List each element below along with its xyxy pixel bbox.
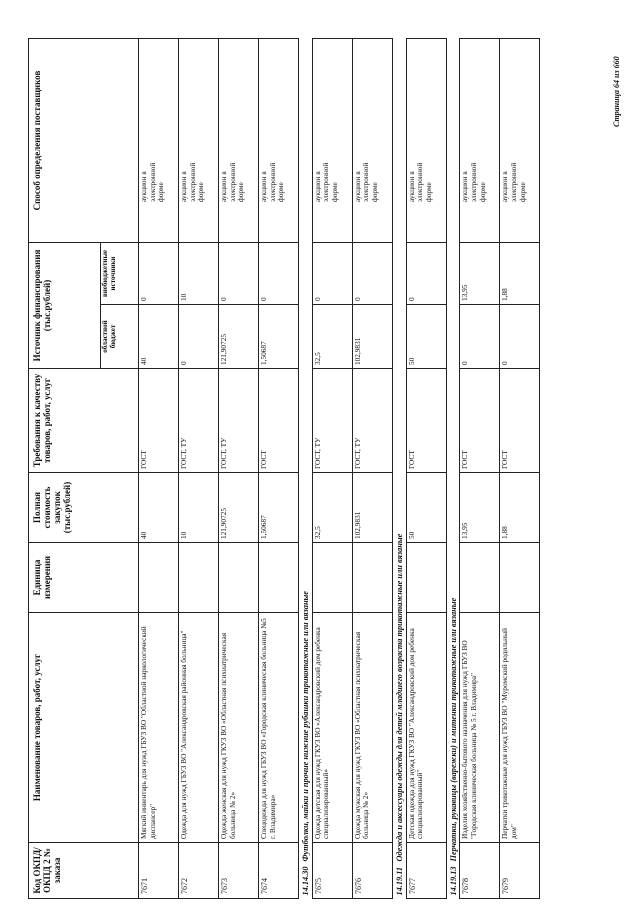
regional-budget-cell: 50 <box>406 305 446 369</box>
header-funding: Источник финансирования (тыс.рублей) <box>29 242 101 368</box>
table-row <box>312 38 352 898</box>
order-number-cell: 7677 <box>406 843 446 899</box>
order-number-cell: 7678 <box>460 843 500 899</box>
requirements-cell: ГОСТ, ТУ <box>352 369 392 473</box>
requirements-cell: ГОСТ <box>259 369 299 473</box>
header-code: Код ОКПД/ ОКПД 2 № заказа <box>29 843 139 899</box>
offbudget-cell: 0 <box>219 242 259 304</box>
order-number-cell: 7673 <box>219 843 259 899</box>
requirements-cell: ГОСТ <box>406 369 446 473</box>
offbudget-cell: 0 <box>406 242 446 304</box>
group-code: 14.19.13 <box>448 866 458 896</box>
total-cost-cell: 32,5 <box>312 473 352 543</box>
unit-cell <box>139 543 179 613</box>
header-method: Способ определения поставщиков <box>29 38 139 242</box>
method-cell: аукцион в электронной форме <box>352 38 392 242</box>
table-row <box>460 38 500 898</box>
regional-budget-cell: 0 <box>460 305 500 369</box>
order-number-cell: 7679 <box>500 843 540 899</box>
group-title: Перчатки, рукавицы (варежки) и митенки трикотажные или вязаные <box>448 597 458 862</box>
unit-cell <box>312 543 352 613</box>
unit-cell <box>352 543 392 613</box>
table-header <box>29 38 139 898</box>
table-row <box>500 38 540 898</box>
group-row <box>299 38 313 898</box>
item-name-cell: Мягкий инвентарь для нужд ГБУЗ ВО "Областной наркологический диспансер" <box>139 613 179 843</box>
regional-budget-cell: 1,50687 <box>259 305 299 369</box>
regional-budget-cell: 40 <box>139 305 179 369</box>
offbudget-cell: 13,95 <box>460 242 500 304</box>
offbudget-cell: 10 <box>179 242 219 304</box>
table-row <box>179 38 219 898</box>
header-unit: Единица измерения <box>29 543 139 613</box>
total-cost-cell: 1,88 <box>500 473 540 543</box>
item-name-cell: Изделия хозяйственно-бытового назначения для нужд ГБУЗ ВО "Городская клиническая больница № 5 г. Владимира" <box>460 613 500 843</box>
table-row <box>219 38 259 898</box>
requirements-cell: ГОСТ <box>139 369 179 473</box>
regional-budget-cell: 32,5 <box>312 305 352 369</box>
regional-budget-cell: 0 <box>500 305 540 369</box>
total-cost-cell: 102,9831 <box>352 473 392 543</box>
table-body <box>139 38 540 898</box>
regional-budget-cell: 102,9831 <box>352 305 392 369</box>
method-cell: аукцион в электронной форме <box>312 38 352 242</box>
group-heading <box>392 38 406 898</box>
item-name-cell: Детская одежда для нужд ГКУЗ ВО "Александровский дом ребенка специализированный" <box>406 613 446 843</box>
order-number-cell: 7674 <box>259 843 299 899</box>
order-number-cell: 7671 <box>139 843 179 899</box>
table-row <box>406 38 446 898</box>
method-cell: аукцион в электронной форме <box>179 38 219 242</box>
requirements-cell: ГОСТ <box>500 369 540 473</box>
regional-budget-cell: 0 <box>179 305 219 369</box>
total-cost-cell: 1,50687 <box>259 473 299 543</box>
group-code: 14.14.30 <box>301 866 310 896</box>
unit-cell <box>179 543 219 613</box>
group-code: 14.19.11 <box>394 866 404 896</box>
unit-cell <box>219 543 259 613</box>
total-cost-cell: 50 <box>406 473 446 543</box>
unit-cell <box>500 543 540 613</box>
header-requirements: Требования к качеству товаров, работ, услуг <box>29 369 139 473</box>
regional-budget-cell: 121,90725 <box>219 305 259 369</box>
group-title: Одежда и аксессуары одежды для детей младшего возраста трикотажные или вязаные <box>394 533 404 862</box>
offbudget-cell: 0 <box>139 242 179 304</box>
requirements-cell: ГОСТ, ТУ <box>312 369 352 473</box>
offbudget-cell: 1,88 <box>500 242 540 304</box>
unit-cell <box>406 543 446 613</box>
method-cell: аукцион в электронной форме <box>500 38 540 242</box>
method-cell: аукцион в электронной форме <box>259 38 299 242</box>
group-row <box>446 38 460 898</box>
item-name-cell: Одежда для нужд ГБУЗ ВО "Александровская районная больница" <box>179 613 219 843</box>
unit-cell <box>259 543 299 613</box>
table-row <box>259 38 299 898</box>
item-name-cell: Одежда детская для нужд ГКУЗ ВО «Александровский дом ребенка специализированный» <box>312 613 352 843</box>
table-row <box>352 38 392 898</box>
header-offbudget: внебюджетные источники <box>101 242 139 304</box>
procurement-table <box>28 38 540 899</box>
method-cell: аукцион в электронной форме <box>406 38 446 242</box>
item-name-cell: Спецодежда для нужд ГБУЗ ВО «Городская клиническая больница №5 г. Владимира» <box>259 613 299 843</box>
order-number-cell: 7675 <box>312 843 352 899</box>
total-cost-cell: 13,95 <box>460 473 500 543</box>
order-number-cell: 7672 <box>179 843 219 899</box>
method-cell: аукцион в электронной форме <box>139 38 179 242</box>
total-cost-cell: 10 <box>179 473 219 543</box>
unit-cell <box>460 543 500 613</box>
offbudget-cell: 0 <box>259 242 299 304</box>
requirements-cell: ГОСТ, ТУ <box>179 369 219 473</box>
total-cost-cell: 121,90725 <box>219 473 259 543</box>
requirements-cell: ГОСТ, ТУ <box>219 369 259 473</box>
item-name-cell: Одежда мужская для нужд ГКУЗ ВО «Областная психиатрическая больница № 2» <box>352 613 392 843</box>
item-name-cell: Перчатки трикотажные для нужд ГБУЗ ВО "Муромский родильный дом" <box>500 613 540 843</box>
group-title: Футболки, майки и прочие нижние рубашки трикотажные или вязаные <box>301 591 310 862</box>
method-cell: аукцион в электронной форме <box>460 38 500 242</box>
header-cost: Полная стоимость закупок (тыс.рублей) <box>29 473 139 543</box>
offbudget-cell: 0 <box>312 242 352 304</box>
requirements-cell: ГОСТ <box>460 369 500 473</box>
offbudget-cell: 0 <box>352 242 392 304</box>
table-row <box>139 38 179 898</box>
total-cost-cell: 40 <box>139 473 179 543</box>
header-regional: областной бюджет <box>101 305 139 369</box>
group-row <box>392 38 406 898</box>
page-number: Страница 64 из 660 <box>612 56 621 127</box>
header-name: Наименование товаров, работ, услуг <box>29 613 139 843</box>
method-cell: аукцион в электронной форме <box>219 38 259 242</box>
group-heading <box>299 38 313 898</box>
order-number-cell: 7676 <box>352 843 392 899</box>
item-name-cell: Одежда женская для нужд ГКУЗ ВО «Областная психиатрическая больница № 2» <box>219 613 259 843</box>
group-heading <box>446 38 460 898</box>
